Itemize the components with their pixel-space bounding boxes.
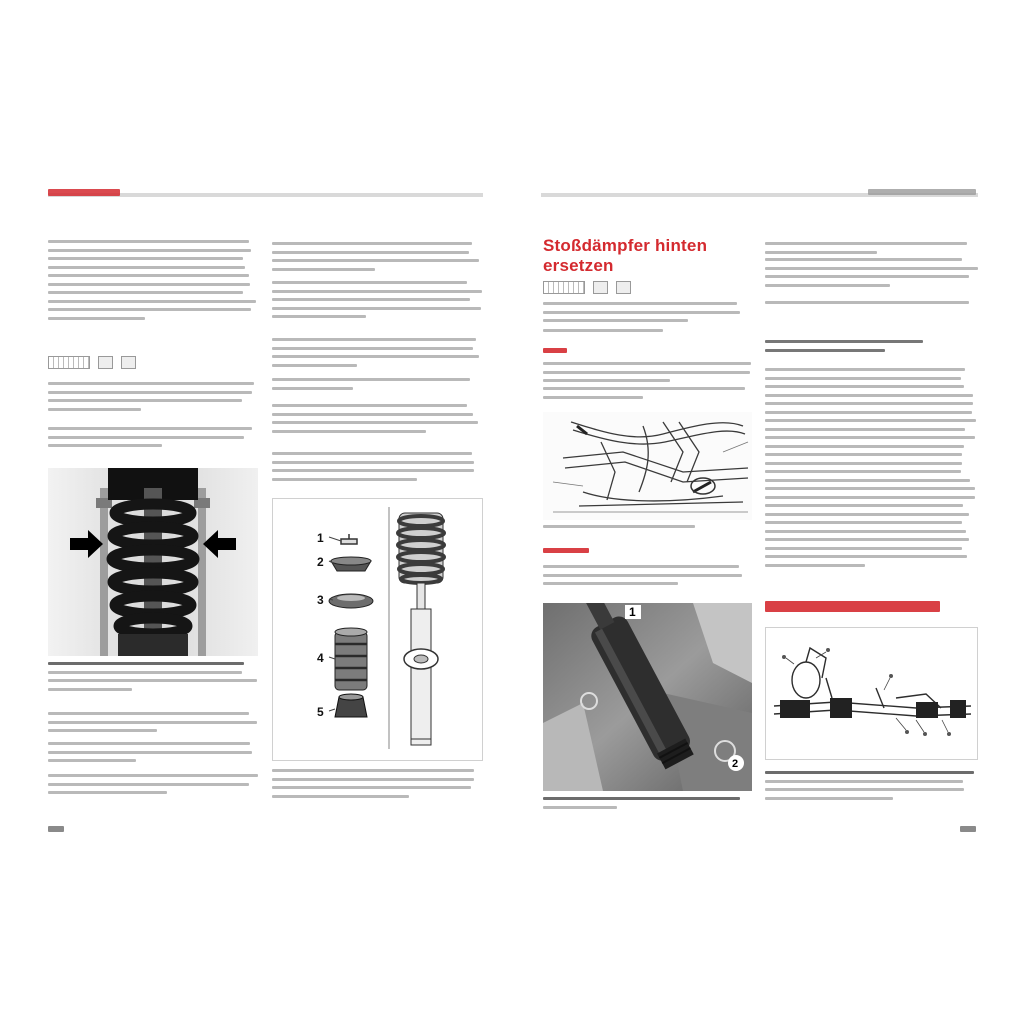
text-line [48, 408, 141, 411]
right-col1-step-2 [543, 387, 752, 404]
steering-rack-diagram [765, 627, 978, 760]
text-line [765, 368, 965, 371]
text-line [272, 347, 473, 350]
text-line [48, 257, 243, 260]
text-line [272, 268, 375, 271]
text-line [48, 774, 258, 777]
text-line [765, 771, 974, 774]
text-line [272, 404, 467, 407]
text-line [765, 275, 969, 278]
text-line [765, 453, 962, 456]
text-line [272, 421, 478, 424]
text-line [765, 538, 969, 541]
text-line [765, 340, 923, 343]
right-col1-step-3 [543, 565, 752, 591]
text-line [765, 419, 976, 422]
text-line [765, 504, 963, 507]
text-line [543, 362, 751, 365]
left-col1-step-5 [48, 774, 258, 800]
diagram-label-5: 5 [317, 705, 324, 719]
right-col1-step-1 [543, 362, 752, 388]
right-col1-subheading-2 [543, 548, 589, 553]
time-icon [616, 281, 631, 294]
text-line [765, 547, 962, 550]
text-line [765, 436, 975, 439]
text-line [48, 317, 145, 320]
left-col2-step-1 [272, 242, 483, 276]
left-col1-step-3 [48, 712, 258, 738]
text-line [765, 530, 966, 533]
strut-exploded-diagram [272, 498, 483, 761]
text-line [272, 430, 426, 433]
text-line [765, 496, 975, 499]
tool-icon [593, 281, 608, 294]
text-line [48, 266, 245, 269]
text-line [272, 413, 473, 416]
right-page-number [960, 826, 976, 832]
right-col2-step-1 [765, 242, 978, 259]
text-line [543, 302, 737, 305]
text-line [272, 315, 366, 318]
rear-shock-photo-label-2: 2 [732, 758, 739, 770]
text-line [272, 290, 482, 293]
left-col2-step-3 [272, 338, 483, 372]
text-line [48, 721, 257, 724]
text-line [272, 281, 467, 284]
rear-shock-photo-caption [543, 797, 752, 814]
text-line [543, 371, 750, 374]
text-line [765, 377, 961, 380]
section-heading-line-1: Stoßdämpfer hinten [543, 236, 708, 255]
text-line [272, 478, 417, 481]
text-line [765, 487, 975, 490]
text-line [543, 311, 740, 314]
rear-axle-drawing [543, 412, 752, 520]
text-line [765, 462, 962, 465]
text-line [765, 521, 962, 524]
text-line [765, 428, 965, 431]
rear-axle-drawing-caption [543, 525, 703, 534]
section-heading-line-2: ersetzen [543, 256, 614, 275]
text-line [765, 284, 890, 287]
text-line [48, 444, 162, 447]
text-line [272, 795, 409, 798]
text-line [272, 461, 474, 464]
text-line [765, 411, 972, 414]
text-line [765, 797, 893, 800]
right-col1-note [543, 329, 663, 338]
text-line [272, 338, 476, 341]
right-col2-red-heading [765, 601, 940, 612]
text-line [48, 662, 244, 665]
time-icon [121, 356, 136, 369]
left-header-chapter-label [48, 189, 120, 196]
text-line [543, 806, 617, 809]
spring-strut-photo-caption [48, 662, 258, 696]
right-col1-subheading-1 [543, 348, 567, 353]
diagram-label-3: 3 [317, 593, 324, 607]
text-line [272, 251, 469, 254]
text-line [765, 402, 973, 405]
left-col2-step-5 [272, 404, 483, 438]
difficulty-scale-icon [543, 281, 585, 294]
left-page-number [48, 826, 64, 832]
text-line [765, 301, 969, 304]
text-line [48, 283, 250, 286]
right-difficulty-icons [543, 281, 631, 294]
text-line [765, 385, 964, 388]
left-col2-step-4 [272, 378, 483, 395]
text-line [48, 671, 242, 674]
text-line [48, 249, 251, 252]
text-line [543, 582, 678, 585]
strut-exploded-diagram-caption [272, 769, 483, 803]
left-col2-step-6 [272, 452, 483, 486]
text-line [272, 469, 474, 472]
tool-icon [98, 356, 113, 369]
text-line [272, 298, 470, 301]
left-col2-step-2 [272, 281, 483, 324]
steering-rack-diagram-caption [765, 771, 978, 805]
left-col1-step-1 [48, 382, 258, 416]
text-line [765, 445, 964, 448]
text-line [272, 355, 479, 358]
section-heading [543, 236, 752, 276]
text-line [543, 574, 742, 577]
text-line [48, 783, 249, 786]
text-line [765, 394, 973, 397]
difficulty-scale-icon [48, 356, 90, 369]
text-line [272, 242, 472, 245]
text-line [543, 319, 688, 322]
text-line [48, 729, 157, 732]
rear-shock-photo [543, 603, 752, 791]
text-line [48, 274, 249, 277]
text-line [48, 291, 243, 294]
text-line [48, 427, 252, 430]
text-line [765, 242, 967, 245]
text-line [48, 300, 256, 303]
left-difficulty-icons [48, 356, 136, 369]
text-line [48, 759, 136, 762]
text-line [765, 251, 877, 254]
left-col1-paragraph-1 [48, 240, 258, 325]
text-line [272, 387, 353, 390]
text-line [272, 259, 479, 262]
text-line [765, 513, 969, 516]
text-line [48, 399, 242, 402]
text-line [765, 349, 885, 352]
text-line [48, 391, 252, 394]
right-header-chapter-label [868, 189, 976, 195]
text-line [272, 769, 474, 772]
text-line [272, 378, 470, 381]
text-line [543, 329, 663, 332]
text-line [272, 786, 471, 789]
text-line [272, 778, 474, 781]
right-col1-intro [543, 302, 752, 328]
text-line [765, 479, 970, 482]
diagram-label-2: 2 [317, 555, 324, 569]
text-line [272, 307, 481, 310]
right-col2-subheading [765, 340, 935, 357]
text-line [48, 712, 249, 715]
text-line [48, 308, 251, 311]
text-line [48, 791, 167, 794]
text-line [543, 379, 670, 382]
text-line [543, 565, 739, 568]
text-line [765, 788, 964, 791]
text-line [543, 396, 643, 399]
diagram-label-4: 4 [317, 651, 324, 665]
text-line [48, 679, 257, 682]
text-line [48, 742, 250, 745]
text-line [48, 688, 132, 691]
right-col2-step-2 [765, 258, 978, 292]
text-line [48, 240, 249, 243]
spring-strut-photo [48, 468, 258, 656]
text-line [48, 436, 244, 439]
text-line [48, 751, 252, 754]
text-line [272, 452, 472, 455]
text-line [48, 382, 254, 385]
right-col2-paragraph [765, 368, 978, 572]
rear-shock-photo-label-1: 1 [629, 605, 636, 619]
text-line [765, 267, 978, 270]
left-col1-step-4 [48, 742, 258, 768]
left-col1-step-2 [48, 427, 258, 453]
right-col2-step-3 [765, 301, 978, 310]
diagram-label-1: 1 [317, 531, 324, 545]
text-line [543, 797, 740, 800]
text-line [765, 258, 962, 261]
text-line [543, 387, 745, 390]
text-line [272, 364, 357, 367]
text-line [765, 555, 967, 558]
text-line [765, 470, 961, 473]
text-line [543, 525, 695, 528]
text-line [765, 564, 865, 567]
text-line [765, 780, 963, 783]
